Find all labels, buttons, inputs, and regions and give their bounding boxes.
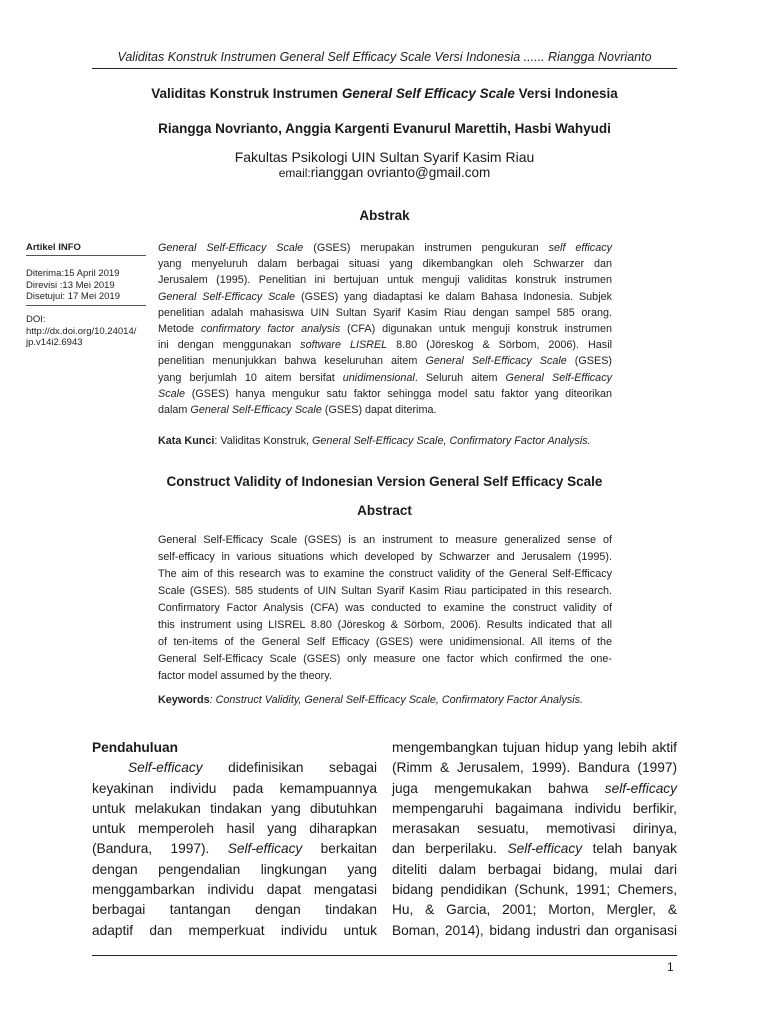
affiliation: Fakultas Psikologi UIN Sultan Syarif Kasim Riau (234, 149, 535, 165)
text-run: yang berjumlah 10 aitem bersifat (158, 371, 343, 384)
body-line (92, 839, 377, 859)
body-line (392, 779, 677, 799)
kata-kunci: Kata Kunci: Validitas Konstruk, General Self-Efficacy Scale, Confirmatory Factor Analysis. (158, 435, 591, 447)
body-column-right (392, 738, 677, 941)
text-run: menggambarkan individu dapat mengatasi (92, 882, 377, 898)
italic-term: Self-efficacy (507, 841, 583, 857)
abstract-body (158, 532, 612, 685)
italic-term: Self-efficacy (128, 760, 203, 776)
abstract-line: this instrument using LISREL 8.80 (Jöreskog & Sörbom, 2006). Results indicated that all (158, 619, 612, 631)
text-run: Jerusalem (1995). Penelitian ini bertujuan untuk menguji validitas konstruk instrumen (158, 274, 612, 287)
text-run: untuk melakukan tindakan yang dibutuhkan (92, 800, 377, 816)
date-accepted: Disetujui: 17 Mei 2019 (26, 291, 120, 302)
text-run: Metode (158, 323, 201, 336)
text-run: 8.80 (Jöreskog & Sörbom, 2006). Hasil (387, 339, 612, 352)
doi-link-line-1[interactable]: http://dx.doi.org/10.24014/ (26, 325, 137, 337)
body-line (392, 758, 677, 778)
section-heading-pendahuluan: Pendahuluan (92, 740, 178, 755)
abstract-line: of ten-items of the General Self Efficacy (GSES) were unidimensional. All items of the (158, 636, 612, 648)
text-run: (Rimm & Jerusalem, 1999). Bandura (1997) (392, 760, 677, 776)
body-line (92, 900, 377, 920)
keywords: Keywords: Construct Validity, General Self-Efficacy Scale, Confirmatory Factor Analysis. (158, 694, 584, 706)
footer-rule (92, 955, 677, 956)
text-run: ini dengan menggunakan (158, 339, 301, 352)
body-line (392, 921, 677, 941)
abstrak-line (158, 256, 612, 272)
doi-link-line-2[interactable]: jp.v14i2.6943 (26, 337, 83, 348)
article-info-rule (26, 255, 146, 256)
abstrak-line (158, 386, 612, 402)
abstrak-line (158, 370, 612, 386)
authors: Riangga Novrianto, Anggia Kargenti Evanurul Marettih, Hasbi Wahyudi (158, 121, 611, 136)
body-line (392, 860, 677, 880)
text-run: mempengaruhi bagaimana individu berfikir, (392, 800, 677, 816)
text-run: untuk memperoleh hasil yang diharapkan (92, 821, 377, 837)
email-address[interactable]: rianggan ovrianto@gmail.com (310, 165, 491, 180)
italic-term: General Self-Efficacy Scale (425, 355, 567, 368)
text-run: bidang pendidikan (Schunk, 1991; Chemers, (392, 882, 677, 898)
text-run: dengan pengendalian lingkungan yang (92, 861, 377, 877)
body-line (392, 900, 677, 920)
italic-term: software LISREL (300, 339, 388, 352)
abstrak-line (158, 353, 612, 369)
body-line (392, 799, 677, 819)
abstract-line: factor model assumed by the theory. (158, 670, 332, 682)
italic-term: Self-efficacy (227, 841, 303, 857)
abstrak-body (158, 240, 612, 418)
text-run: dalam (158, 404, 191, 417)
article-info-title: Artikel INFO (26, 242, 81, 253)
text-run: juga mengemukakan bahwa (392, 780, 605, 796)
body-line (392, 738, 677, 758)
text-run: (CFA) digunakan untuk menguji konstruk instrumen (340, 323, 612, 336)
abstract-line: General Self-Efficacy Scale (GSES) is an instrument to measure generalized sense of (158, 534, 612, 546)
body-line (92, 799, 377, 819)
body-line (92, 758, 377, 778)
text-run: yang menyeluruh dalam berbagai situasi yang dikembangkan oleh Schwarzer dan (158, 258, 612, 271)
text-run: mengembangkan tujuan hidup yang lebih aktif (392, 740, 677, 755)
article-doi (26, 314, 146, 349)
italic-term: General Self-Efficacy Scale (158, 242, 304, 254)
text-run: keyakinan individu pada kemampuannya (92, 780, 377, 796)
text-run: (GSES) yang diadaptasi ke dalam Bahasa Indonesia. Subjek (295, 290, 612, 303)
abstrak-line (158, 337, 612, 353)
body-line (392, 880, 677, 900)
italic-term: General Self-Efficacy Scale (158, 290, 296, 303)
text-run: (Bandura, 1997). (92, 841, 228, 857)
abstract-line: General Self-Efficacy Scale (GSES) only measure one factor which confirmed the one- (158, 653, 612, 665)
italic-term: unidimensional (342, 371, 415, 384)
italic-term: confirmatory factor analysis (200, 323, 341, 336)
text-run: (GSES) merupakan instrumen pengukuran (303, 242, 549, 254)
italic-term: self efficacy (548, 242, 612, 254)
text-run: (GSES) dapat diterima. (321, 404, 437, 417)
english-title: Construct Validity of Indonesian Version General Self Efficacy Scale (166, 474, 603, 489)
text-run: berkaitan (302, 841, 377, 857)
text-run: merasakan sesuatu, memotivasi dirinya, (392, 821, 677, 837)
body-line (92, 819, 377, 839)
text-run: . Seluruh aitem (414, 371, 506, 384)
body-column-left (92, 738, 377, 941)
text-run: berbagai tantangan dengan tindakan (92, 902, 377, 918)
article-info-rule-2 (26, 305, 146, 306)
text-run: (GSES) hanya mengukur satu faktor sehingga model satu faktor yang diteorikan (185, 387, 612, 400)
italic-term: General Self-Efficacy (505, 371, 612, 384)
abstract-heading: Abstract (357, 503, 412, 518)
email: email:rianggan ovrianto@gmail.com (278, 165, 491, 180)
text-run: didefinisikan sebagai (202, 760, 377, 776)
abstrak-line (158, 240, 612, 256)
body-line (392, 819, 677, 839)
date-received: Diterima:15 April 2019 (26, 268, 120, 279)
article-info-dates (26, 268, 146, 303)
header-rule (92, 68, 677, 69)
body-line (392, 839, 677, 859)
italic-term: Scale (158, 387, 186, 400)
abstrak-heading: Abstrak (359, 208, 410, 223)
date-revised: Direvisi :13 Mei 2019 (26, 279, 115, 291)
italic-term: General Self-Efficacy Scale (190, 404, 322, 417)
abstrak-line (158, 402, 612, 418)
abstract-line: Scale (GSES). 585 students of UIN Sultan Syarif Kasim Riau participated in this research. (158, 585, 612, 597)
abstrak-line (158, 305, 612, 321)
abstract-line: The aim of this research was to examine the construct validity of the General Self-Efficacy (158, 568, 612, 580)
page-number: 1 (667, 960, 674, 974)
body-line (92, 921, 377, 941)
paper-title: Validitas Konstruk Instrumen General Self Efficacy Scale Versi Indonesia (151, 86, 618, 101)
running-header: Validitas Konstruk Instrumen General Self Efficacy Scale Versi Indonesia ...... Riangga Novrianto (117, 50, 652, 64)
text-run: diteliti dalam berbagai bidang, mulai dari (392, 861, 677, 877)
text-run: penelitian adalah mahasiswa UIN Sultan Syarif Kasim Riau dengan sampel 585 orang. (158, 306, 612, 319)
text-run: penelitian menunjukkan bahwa keseluruhan aitem (158, 355, 426, 368)
abstract-line: Confirmatory Factor Analysis (CFA) was conducted to examine the construct validity of (158, 602, 612, 614)
abstrak-line (158, 321, 612, 337)
text-run: telah banyak (582, 841, 677, 857)
italic-term: self-efficacy (604, 780, 677, 796)
body-line (92, 880, 377, 900)
body-line (92, 779, 377, 799)
doi-label: DOI: (26, 314, 46, 325)
text-run: (GSES) (566, 355, 612, 368)
abstrak-line (158, 289, 612, 305)
abstract-line: self-efficacy in various situations which developed by Schwarzer and Jerusalem (1995). (158, 551, 612, 563)
text-run: Boman, 2014), bidang industri dan organisasi (392, 922, 677, 938)
text-run: dan berperilaku. (392, 841, 508, 857)
abstrak-line (158, 272, 612, 288)
text-run: adaptif dan memperkuat individu untuk (92, 922, 377, 938)
body-line (92, 860, 377, 880)
text-run: Hu, & Garcia, 2001; Morton, Mergler, & (392, 902, 677, 918)
